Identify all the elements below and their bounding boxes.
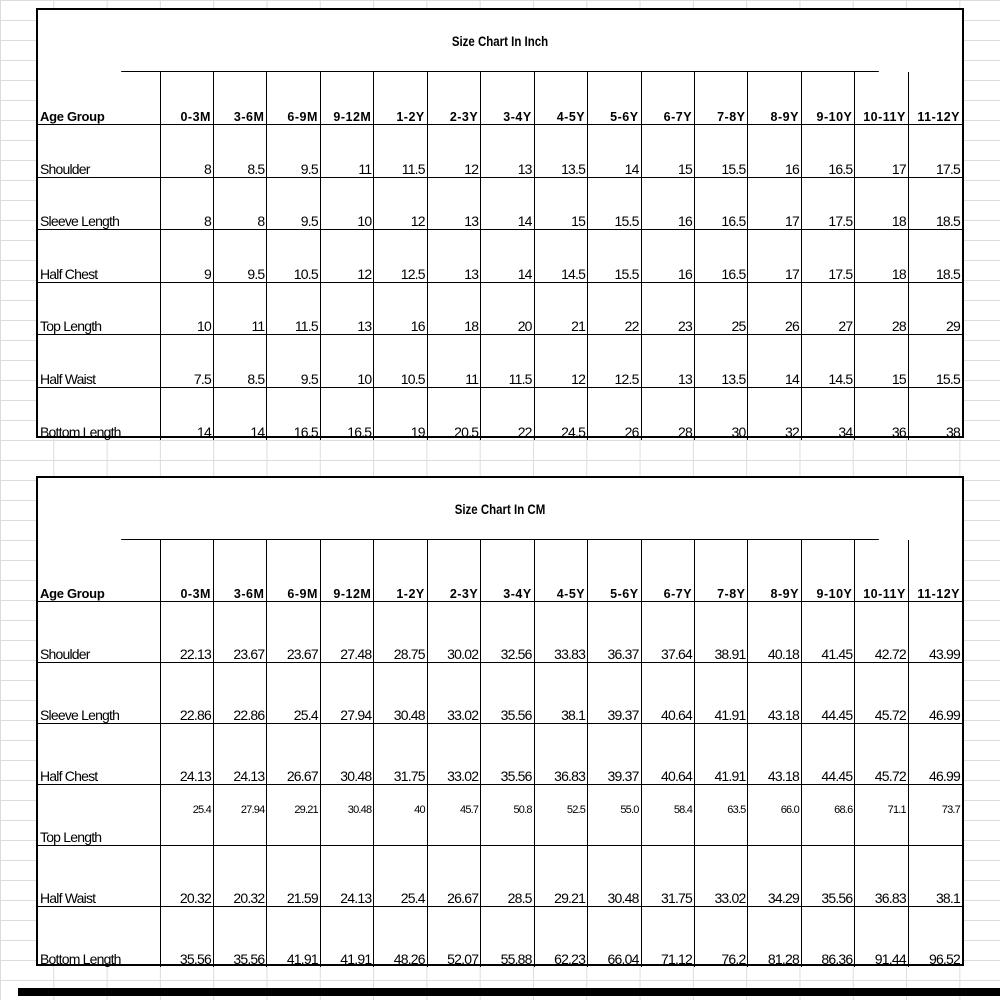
measurement-cell: 22.13 <box>160 601 213 662</box>
measurement-cell: 29.21 <box>267 784 320 845</box>
measurement-cell: 11.5 <box>374 125 427 178</box>
size-chart-inch <box>36 8 964 438</box>
measurement-cell: 45.72 <box>855 662 908 723</box>
measurement-cell: 17.5 <box>801 230 854 283</box>
measurement-cell: 8.5 <box>213 335 266 388</box>
size-chart-inch-title: Size Chart In Inch <box>121 10 879 72</box>
measurement-cell: 44.45 <box>801 662 854 723</box>
table-row <box>38 845 962 906</box>
row-label: Sleeve Length <box>38 662 160 723</box>
age-group-header-cell: 1-2Y <box>374 540 427 601</box>
measurement-cell: 30.02 <box>427 601 480 662</box>
measurement-cell: 16.5 <box>801 125 854 178</box>
measurement-cell: 8 <box>160 125 213 178</box>
measurement-cell: 30.48 <box>320 784 373 845</box>
measurement-cell: 14 <box>588 125 641 178</box>
table-row <box>38 335 962 388</box>
measurement-cell: 30.48 <box>320 723 373 784</box>
measurement-cell: 31.75 <box>374 723 427 784</box>
measurement-cell: 7.5 <box>160 335 213 388</box>
measurement-cell: 41.91 <box>320 906 373 967</box>
measurement-cell: 13 <box>320 282 373 335</box>
measurement-cell: 63.5 <box>695 784 748 845</box>
measurement-cell: 12 <box>320 230 373 283</box>
table-header-row <box>38 540 962 601</box>
age-group-header-cell: 0-3M <box>160 72 213 125</box>
measurement-cell: 10 <box>320 177 373 230</box>
measurement-cell: 33.02 <box>695 845 748 906</box>
measurement-cell: 14.5 <box>801 335 854 388</box>
measurement-cell: 18 <box>855 230 908 283</box>
measurement-cell: 8.5 <box>213 125 266 178</box>
measurement-cell: 10.5 <box>267 230 320 283</box>
measurement-cell: 21 <box>534 282 587 335</box>
measurement-cell: 26.67 <box>427 845 480 906</box>
measurement-cell: 10 <box>160 282 213 335</box>
measurement-cell: 13 <box>481 125 534 178</box>
measurement-cell: 35.56 <box>481 662 534 723</box>
measurement-cell: 21.59 <box>267 845 320 906</box>
row-label: Half Waist <box>38 335 160 388</box>
measurement-cell: 9.5 <box>267 335 320 388</box>
age-group-header-cell: 2-3Y <box>427 72 480 125</box>
measurement-cell: 43.18 <box>748 723 801 784</box>
measurement-cell: 40.64 <box>641 723 694 784</box>
measurement-cell: 35.56 <box>801 845 854 906</box>
measurement-cell: 43.99 <box>908 601 962 662</box>
age-group-header-cell: 6-7Y <box>641 72 694 125</box>
measurement-cell: 22.86 <box>160 662 213 723</box>
age-group-header-cell: 3-6M <box>213 540 266 601</box>
measurement-cell: 22 <box>588 282 641 335</box>
measurement-cell: 17 <box>748 177 801 230</box>
measurement-cell: 20 <box>481 282 534 335</box>
measurement-cell: 41.91 <box>695 723 748 784</box>
table-row <box>38 177 962 230</box>
age-group-header-cell: 11-12Y <box>908 540 962 601</box>
measurement-cell: 42.72 <box>855 601 908 662</box>
measurement-cell: 29.21 <box>534 845 587 906</box>
size-chart-cm <box>36 476 964 966</box>
measurement-cell: 68.6 <box>801 784 854 845</box>
measurement-cell: 38.1 <box>534 662 587 723</box>
age-group-header-cell: 9-10Y <box>801 72 854 125</box>
measurement-cell: 16.5 <box>695 177 748 230</box>
measurement-cell: 62.23 <box>534 906 587 967</box>
measurement-cell: 16 <box>748 125 801 178</box>
measurement-cell: 15.5 <box>588 177 641 230</box>
measurement-cell: 71.1 <box>855 784 908 845</box>
age-group-header-cell: 4-5Y <box>534 540 587 601</box>
row-label: Age Group <box>38 540 160 601</box>
measurement-cell: 46.99 <box>908 662 962 723</box>
measurement-cell: 41.91 <box>267 906 320 967</box>
measurement-cell: 96.52 <box>928 951 960 967</box>
measurement-cell: 13.5 <box>534 125 587 178</box>
measurement-cell: 26.67 <box>267 723 320 784</box>
age-group-header-cell: 9-12M <box>320 540 373 601</box>
table-row <box>38 906 962 967</box>
age-group-header-cell: 1-2Y <box>374 72 427 125</box>
age-group-header-cell: 4-5Y <box>534 72 587 125</box>
measurement-cell: 9.5 <box>267 125 320 178</box>
measurement-cell: 28.5 <box>481 845 534 906</box>
row-label: Half Waist <box>38 845 160 906</box>
measurement-cell: 30.48 <box>374 662 427 723</box>
measurement-cell: 27 <box>801 282 854 335</box>
measurement-cell: 34.29 <box>748 845 801 906</box>
table-row <box>38 387 962 440</box>
measurement-cell: 38.91 <box>695 601 748 662</box>
measurement-cell: 35.56 <box>160 906 213 967</box>
age-group-header-cell: 6-9M <box>267 72 320 125</box>
age-group-header-cell: 8-9Y <box>748 72 801 125</box>
table-row <box>38 662 962 723</box>
measurement-cell: 12 <box>374 177 427 230</box>
measurement-cell: 13.5 <box>695 335 748 388</box>
measurement-cell: 28 <box>641 387 694 440</box>
measurement-cell: 39.37 <box>588 662 641 723</box>
measurement-cell: 26 <box>588 387 641 440</box>
measurement-cell: 24.5 <box>534 387 587 440</box>
measurement-cell: 16 <box>641 230 694 283</box>
size-table-cm <box>38 540 962 967</box>
measurement-cell: 44.45 <box>801 723 854 784</box>
row-label: Top Length <box>38 784 160 845</box>
row-label: Half Chest <box>38 230 160 283</box>
age-group-header-cell: 3-4Y <box>481 72 534 125</box>
row-label: Age Group <box>38 72 160 125</box>
measurement-cell: 55.88 <box>481 906 534 967</box>
measurement-cell: 37.64 <box>641 601 694 662</box>
measurement-cell: 25.4 <box>374 845 427 906</box>
measurement-cell: 40.18 <box>748 601 801 662</box>
measurement-cell: 18 <box>855 177 908 230</box>
measurement-cell: 10 <box>320 335 373 388</box>
measurement-cell: 66.04 <box>588 906 641 967</box>
measurement-cell: 36.83 <box>855 845 908 906</box>
measurement-cell: 8 <box>160 177 213 230</box>
measurement-cell: 52.07 <box>427 906 480 967</box>
measurement-cell: 16 <box>641 177 694 230</box>
measurement-cell: 38 <box>946 423 960 440</box>
measurement-cell: 13 <box>641 335 694 388</box>
measurement-cell: 25 <box>695 282 748 335</box>
age-group-header-cell: 3-6M <box>213 72 266 125</box>
measurement-cell: 27.94 <box>320 662 373 723</box>
measurement-cell: 11 <box>213 282 266 335</box>
measurement-cell: 50.8 <box>481 784 534 845</box>
measurement-cell: 15 <box>641 125 694 178</box>
measurement-cell: 9.5 <box>267 177 320 230</box>
measurement-cell: 17 <box>748 230 801 283</box>
row-label: Bottom Length <box>38 387 160 440</box>
measurement-cell: 19 <box>374 387 427 440</box>
measurement-cell: 12 <box>534 335 587 388</box>
measurement-cell: 36.83 <box>534 723 587 784</box>
measurement-cell: 38.1 <box>908 845 962 906</box>
measurement-cell: 73.7 <box>908 784 962 845</box>
measurement-cell: 16.5 <box>320 387 373 440</box>
measurement-cell: 17.5 <box>801 177 854 230</box>
measurement-cell: 91.44 <box>855 906 908 967</box>
measurement-cell: 30.48 <box>588 845 641 906</box>
table-header-row <box>38 72 962 125</box>
row-label: Sleeve Length <box>38 177 160 230</box>
row-label: Half Chest <box>38 723 160 784</box>
row-label: Shoulder <box>38 601 160 662</box>
measurement-cell: 35.56 <box>213 906 266 967</box>
measurement-cell: 23 <box>641 282 694 335</box>
measurement-cell: 22 <box>481 387 534 440</box>
table-row <box>38 282 962 335</box>
size-table-inch <box>38 72 962 440</box>
measurement-cell: 58.4 <box>641 784 694 845</box>
age-group-header-cell: 11-12Y <box>908 72 962 125</box>
table-row <box>38 784 962 845</box>
measurement-cell: 8 <box>213 177 266 230</box>
measurement-cell: 15.5 <box>908 335 962 388</box>
measurement-cell: 55.0 <box>588 784 641 845</box>
measurement-cell: 48.26 <box>374 906 427 967</box>
measurement-cell: 18.5 <box>908 177 962 230</box>
measurement-cell: 29 <box>908 282 962 335</box>
measurement-cell: 14 <box>481 230 534 283</box>
measurement-cell: 31.75 <box>641 845 694 906</box>
measurement-cell: 40.64 <box>641 662 694 723</box>
measurement-cell: 45.7 <box>427 784 480 845</box>
measurement-cell: 10.5 <box>374 335 427 388</box>
measurement-cell: 20.32 <box>213 845 266 906</box>
measurement-cell: 18 <box>427 282 480 335</box>
age-group-header-cell: 10-11Y <box>855 72 908 125</box>
measurement-cell: 23.67 <box>267 601 320 662</box>
measurement-cell: 14 <box>481 177 534 230</box>
measurement-cell: 41.91 <box>695 662 748 723</box>
measurement-cell: 39.37 <box>588 723 641 784</box>
table-row <box>38 230 962 283</box>
measurement-cell: 76.2 <box>695 906 748 967</box>
measurement-cell: 17.5 <box>908 125 962 178</box>
age-group-header-cell: 9-10Y <box>801 540 854 601</box>
measurement-cell: 24.13 <box>320 845 373 906</box>
measurement-cell: 71.12 <box>641 906 694 967</box>
bottom-border-bar <box>18 988 1000 996</box>
age-group-header-cell: 6-7Y <box>641 540 694 601</box>
measurement-cell: 12.5 <box>588 335 641 388</box>
measurement-cell: 18.5 <box>908 230 962 283</box>
measurement-cell: 36 <box>855 387 908 440</box>
measurement-cell: 32.56 <box>481 601 534 662</box>
measurement-cell: 24.13 <box>213 723 266 784</box>
age-group-header-cell: 3-4Y <box>481 540 534 601</box>
measurement-cell: 9.5 <box>213 230 266 283</box>
measurement-cell: 15 <box>534 177 587 230</box>
measurement-cell: 41.45 <box>801 601 854 662</box>
age-group-header-cell: 7-8Y <box>695 72 748 125</box>
measurement-cell: 33.83 <box>534 601 587 662</box>
measurement-cell: 86.36 <box>801 906 854 967</box>
measurement-cell: 15.5 <box>588 230 641 283</box>
measurement-cell: 14 <box>748 335 801 388</box>
table-row <box>38 601 962 662</box>
table-row <box>38 723 962 784</box>
measurement-cell: 14 <box>160 387 213 440</box>
row-label: Shoulder <box>38 125 160 178</box>
measurement-cell: 16.5 <box>267 387 320 440</box>
measurement-cell: 20.32 <box>160 845 213 906</box>
measurement-cell: 33.02 <box>427 662 480 723</box>
measurement-cell: 26 <box>748 282 801 335</box>
measurement-cell: 20.5 <box>427 387 480 440</box>
measurement-cell: 40 <box>374 784 427 845</box>
measurement-cell: 45.72 <box>855 723 908 784</box>
measurement-cell: 16 <box>374 282 427 335</box>
row-label: Bottom Length <box>38 906 160 967</box>
age-group-header-cell: 8-9Y <box>748 540 801 601</box>
measurement-cell: 28.75 <box>374 601 427 662</box>
measurement-cell: 14.5 <box>534 230 587 283</box>
measurement-cell: 13 <box>427 230 480 283</box>
measurement-cell: 34 <box>801 387 854 440</box>
age-group-header-cell: 10-11Y <box>855 540 908 601</box>
measurement-cell: 13 <box>427 177 480 230</box>
measurement-cell: 36.37 <box>588 601 641 662</box>
age-group-header-cell: 9-12M <box>320 72 373 125</box>
age-group-header-cell: 2-3Y <box>427 540 480 601</box>
measurement-cell: 52.5 <box>534 784 587 845</box>
measurement-cell: 15.5 <box>695 125 748 178</box>
measurement-cell: 9 <box>160 230 213 283</box>
measurement-cell: 11 <box>320 125 373 178</box>
age-group-header-cell: 7-8Y <box>695 540 748 601</box>
measurement-cell: 12.5 <box>374 230 427 283</box>
measurement-cell: 35.56 <box>481 723 534 784</box>
measurement-cell: 17 <box>855 125 908 178</box>
measurement-cell: 27.48 <box>320 601 373 662</box>
measurement-cell: 11 <box>427 335 480 388</box>
measurement-cell: 46.99 <box>908 723 962 784</box>
measurement-cell: 28 <box>855 282 908 335</box>
measurement-cell: 66.0 <box>748 784 801 845</box>
measurement-cell: 27.94 <box>213 784 266 845</box>
age-group-header-cell: 6-9M <box>267 540 320 601</box>
measurement-cell: 32 <box>748 387 801 440</box>
measurement-cell: 23.67 <box>213 601 266 662</box>
age-group-header-cell: 5-6Y <box>588 72 641 125</box>
measurement-cell: 43.18 <box>748 662 801 723</box>
measurement-cell: 25.4 <box>160 784 213 845</box>
measurement-cell: 81.28 <box>748 906 801 967</box>
measurement-cell: 33.02 <box>427 723 480 784</box>
table-row <box>38 125 962 178</box>
row-label: Top Length <box>38 282 160 335</box>
age-group-header-cell: 0-3M <box>160 540 213 601</box>
measurement-cell: 24.13 <box>160 723 213 784</box>
measurement-cell: 12 <box>427 125 480 178</box>
measurement-cell: 30 <box>695 387 748 440</box>
measurement-cell: 16.5 <box>695 230 748 283</box>
measurement-cell: 11.5 <box>481 335 534 388</box>
measurement-cell: 11.5 <box>267 282 320 335</box>
age-group-header-cell: 5-6Y <box>588 540 641 601</box>
measurement-cell: 25.4 <box>267 662 320 723</box>
size-chart-cm-title: Size Chart In CM <box>121 478 879 540</box>
measurement-cell: 14 <box>213 387 266 440</box>
measurement-cell: 22.86 <box>213 662 266 723</box>
measurement-cell: 15 <box>855 335 908 388</box>
